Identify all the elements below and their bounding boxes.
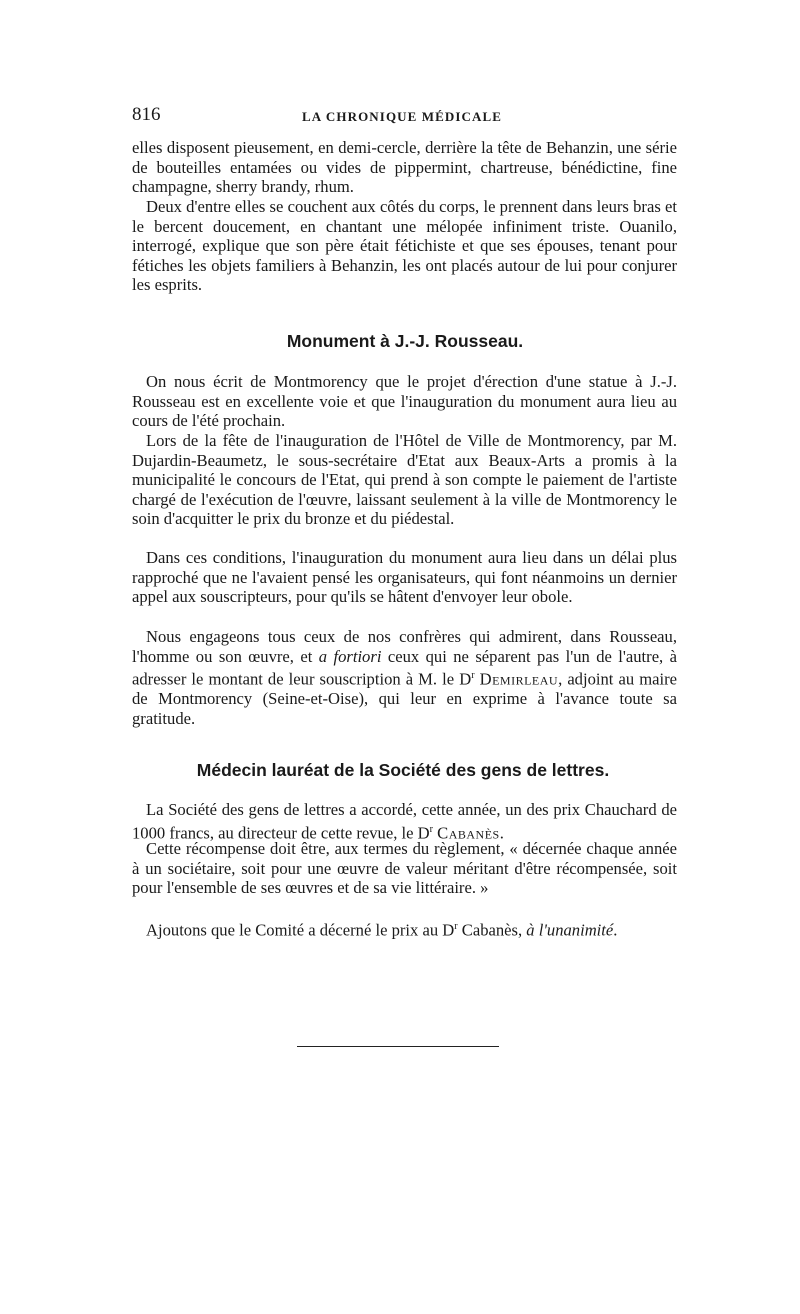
paragraph-text: La Société des gens de lettres a accordé, cette année, un des prix Chauchard de 1000 francs, au directeur de cette revue, le D	[132, 800, 677, 843]
rousseau-paragraph-2: Lors de la fête de l'inauguration de l'Hôtel de Ville de Montmorency, par M. Dujardin-Beaumetz, le sous-secrétaire d'Etat aux Beaux-Arts a promis à la municipalité le concours de l'Etat, qui prend à son compte le paiement de l'artiste chargé de l'exécution de l'œuvre, laissant seulement à la ville de Montmorency le soin d'acquitter le prix du bronze et du piédestal.	[132, 431, 677, 529]
paragraph-text: , adjoint au maire de Montmorency (Seine-et-Oise), qui leur en exprime à l'avance toute sa gratitude.	[132, 669, 677, 728]
rousseau-paragraph-4	[132, 627, 677, 729]
rousseau-paragraph-1: On nous écrit de Montmorency que le projet d'érection d'une statue à J.-J. Rousseau est en excellente voie et que l'inauguration du monument aura lieu au cours de l'été prochain.	[132, 372, 677, 431]
laureat-paragraph-3	[132, 917, 677, 940]
closing-rule	[297, 1046, 499, 1047]
laureat-paragraph-2: Cette récompense doit être, aux termes du règlement, « décernée chaque année à un sociétaire, soit pour une œuvre de valeur méritant d'être récompensée, soit pour l'ensemble de ses œuvres et de sa vie littéraire. »	[132, 839, 677, 898]
intro-paragraph-2: Deux d'entre elles se couchent aux côtés du corps, le prennent dans leurs bras et le bercent doucement, en chantant une mélopée infiniment triste. Ouanilo, interrogé, explique que son père était fétichiste et que ses épouses, tenant pour fétiches les objets familiers à Behanzin, les ont placés autour de lui pour conjurer les esprits.	[132, 197, 677, 295]
italic-phrase: à l'unanimité	[526, 920, 614, 940]
superscript: r	[471, 670, 475, 682]
superscript: r	[429, 823, 433, 835]
intro-paragraph-1: elles disposent pieusement, en demi-cercle, derrière la tête de Behanzin, une série de bouteilles entamées ou vides de pippermint, chartreuse, bénédictine, fine champagne, sherry brandy, rhum.	[132, 138, 677, 197]
page-number: 816	[132, 104, 161, 125]
italic-phrase: a fortiori	[318, 646, 382, 666]
paragraph-text: Ajoutons que le Comité a décerné le prix au D	[146, 920, 455, 940]
paragraph-text: ceux qui ne séparent pas l'un de l'autre, à adresser le montant de leur souscription à M. le D	[132, 646, 678, 689]
paragraph-text: .	[499, 823, 504, 843]
section-heading-rousseau: Monument à J.-J. Rousseau.	[286, 331, 524, 351]
person-name: Demirleau	[479, 669, 559, 689]
paragraph-text: .	[613, 920, 618, 940]
person-name: Cabanès	[437, 823, 500, 843]
paragraph-text: Nous engageons tous ceux de nos confrères qui admirent, dans Rousseau, l'homme ou son œuvre, et	[132, 627, 677, 666]
laureat-paragraph-1	[132, 800, 677, 843]
section-heading-laureat: Médecin lauréat de la Société des gens de lettres.	[196, 760, 610, 780]
page-header	[132, 104, 677, 128]
superscript: r	[454, 921, 458, 932]
rousseau-paragraph-3: Dans ces conditions, l'inauguration du monument aura lieu dans un délai plus rapproché que ne l'avaient pensé les organisateurs, qui font néanmoins un dernier appel aux souscripteurs, pour qu'ils se hâtent d'envoyer leur obole.	[132, 548, 677, 607]
paragraph-text: Cabanès,	[457, 920, 527, 940]
running-head: LA CHRONIQUE MÉDICALE	[302, 109, 503, 124]
